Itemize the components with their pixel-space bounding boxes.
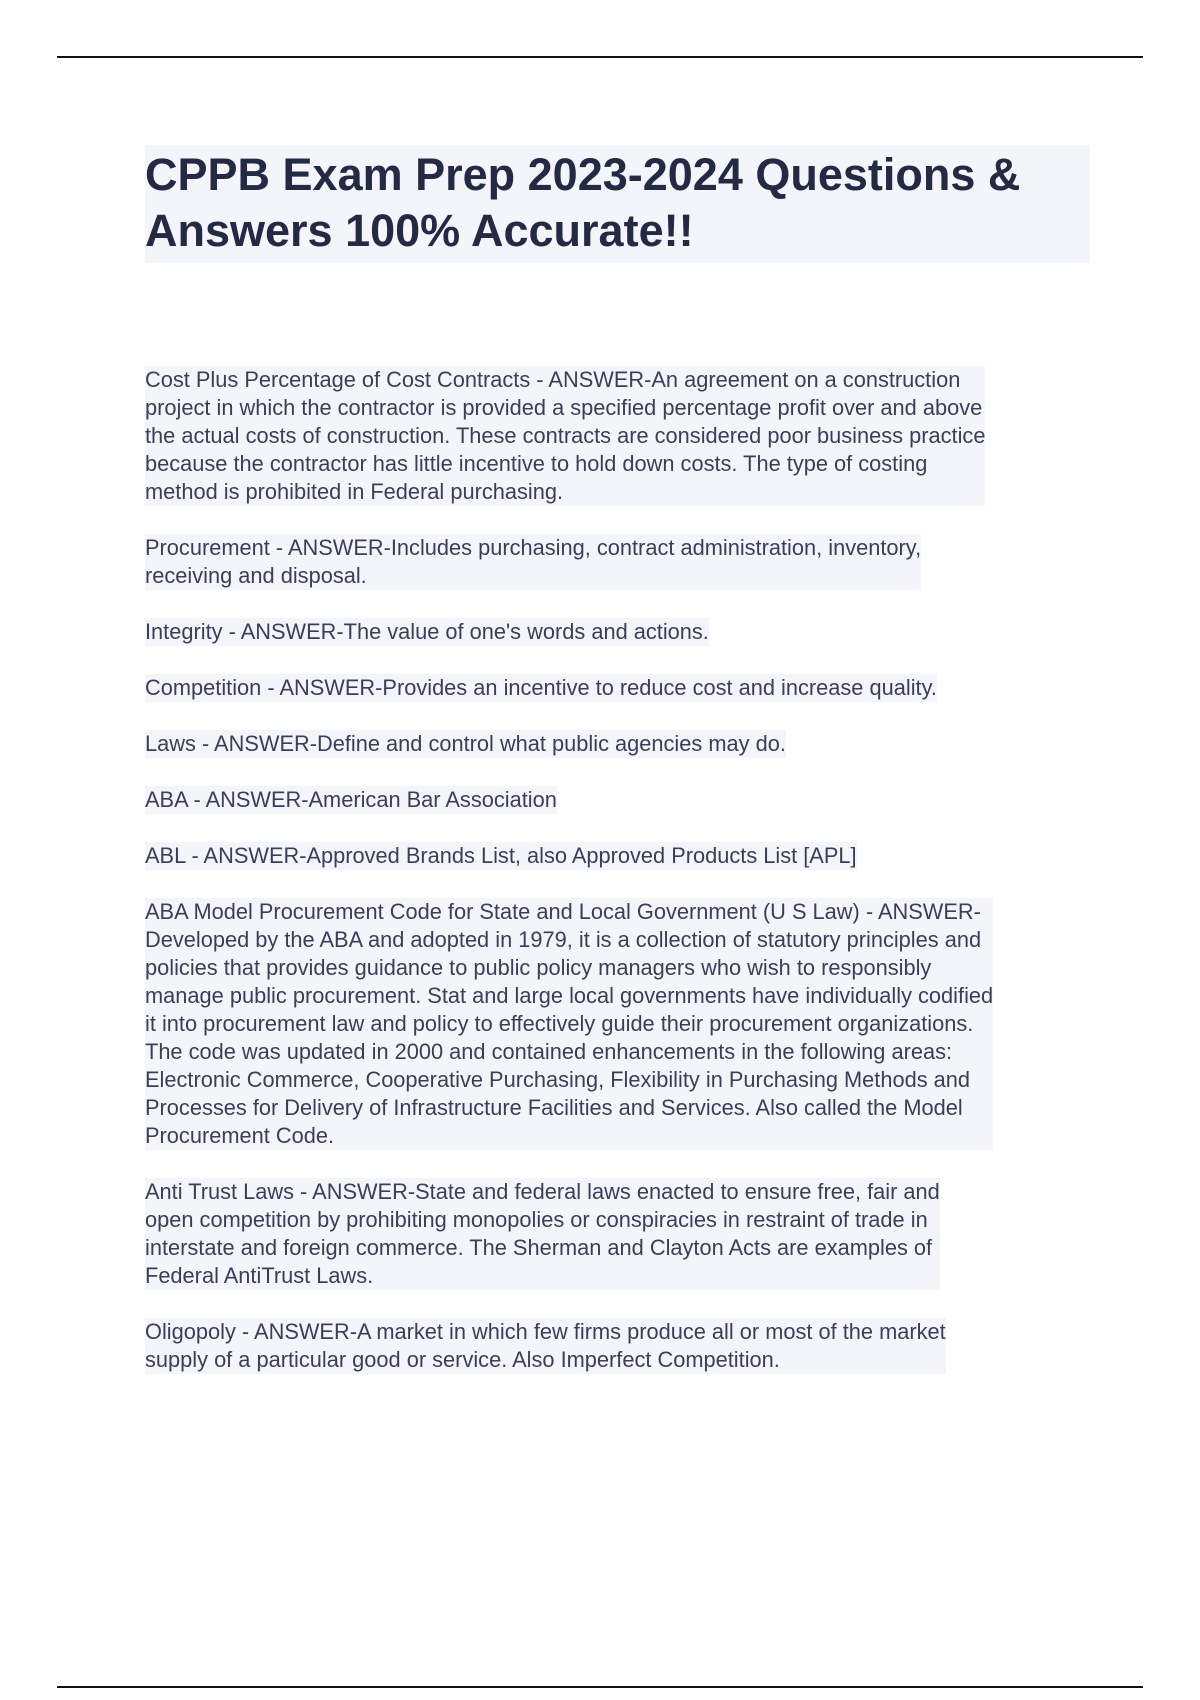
qa-entry-line: Federal AntiTrust Laws.: [145, 1263, 374, 1288]
qa-entry-line: policies that provides guidance to public policy managers who wish to responsibly: [145, 955, 932, 980]
qa-entry: [145, 674, 937, 702]
qa-entry-line: ABA - ANSWER-American Bar Association: [145, 787, 557, 812]
qa-entry-wrapper: [145, 674, 1090, 730]
qa-entry-line: Electronic Commerce, Cooperative Purchasing, Flexibility in Purchasing Methods and: [145, 1067, 971, 1092]
qa-entry: [145, 1318, 946, 1374]
qa-entry-line: because the contractor has little incentive to hold down costs. The type of costing: [145, 451, 928, 476]
qa-entry: [145, 730, 786, 758]
qa-entry-line: interstate and foreign commerce. The Sherman and Clayton Acts are examples of: [145, 1235, 933, 1260]
qa-entry: [145, 534, 921, 590]
qa-entry: [145, 366, 985, 506]
qa-entry-line: Developed by the ABA and adopted in 1979, it is a collection of statutory principles and: [145, 927, 982, 952]
qa-entry-line: Integrity - ANSWER-The value of one's words and actions.: [145, 619, 709, 644]
qa-entry-line: supply of a particular good or service. Also Imperfect Competition.: [145, 1347, 780, 1372]
qa-entry-line: Laws - ANSWER-Define and control what public agencies may do.: [145, 731, 786, 756]
qa-entry: [145, 786, 557, 814]
qa-entry-line: receiving and disposal.: [145, 563, 367, 588]
qa-entry: [145, 1178, 940, 1290]
qa-entry-line: Procurement Code.: [145, 1123, 334, 1148]
qa-entry-line: Procurement - ANSWER-Includes purchasing, contract administration, inventory,: [145, 535, 922, 560]
qa-entry-line: ABA Model Procurement Code for State and Local Government (U S Law) - ANSWER-: [145, 899, 981, 924]
title-line-1: CPPB Exam Prep 2023-2024 Questions &: [145, 149, 1021, 200]
qa-entry: [145, 842, 857, 870]
qa-entry-wrapper: [145, 1318, 1090, 1402]
qa-entry-line: Cost Plus Percentage of Cost Contracts - ANSWER-An agreement on a construction: [145, 367, 961, 392]
bottom-rule: [57, 1686, 1143, 1688]
qa-entry: [145, 898, 993, 1150]
qa-entry-wrapper: [145, 1178, 1090, 1318]
qa-entry-wrapper: [145, 786, 1090, 842]
title-line-2: Answers 100% Accurate!!: [145, 205, 694, 256]
qa-entry-wrapper: [145, 898, 1090, 1178]
qa-entry-line: Anti Trust Laws - ANSWER-State and federal laws enacted to ensure free, fair and: [145, 1179, 940, 1204]
qa-entry-line: Oligopoly - ANSWER-A market in which few firms produce all or most of the market: [145, 1319, 946, 1344]
qa-entry-line: The code was updated in 2000 and contained enhancements in the following areas:: [145, 1039, 953, 1064]
qa-entry-line: ABL - ANSWER-Approved Brands List, also Approved Products List [APL]: [145, 843, 857, 868]
qa-entry-line: Processes for Delivery of Infrastructure Facilities and Services. Also called the Model: [145, 1095, 963, 1120]
qa-entry-line: Competition - ANSWER-Provides an incentive to reduce cost and increase quality.: [145, 675, 937, 700]
qa-entry-wrapper: [145, 366, 1090, 534]
qa-entry-wrapper: [145, 730, 1090, 786]
qa-entry: [145, 618, 709, 646]
qa-entry-line: method is prohibited in Federal purchasing.: [145, 479, 564, 504]
qa-entry-line: the actual costs of construction. These contracts are considered poor business practice: [145, 423, 986, 448]
qa-entry-wrapper: [145, 842, 1090, 898]
qa-entry-line: manage public procurement. Stat and large local governments have individually codified: [145, 983, 994, 1008]
qa-entry-wrapper: [145, 618, 1090, 674]
page-title: [145, 145, 1090, 263]
qa-entry-line: project in which the contractor is provided a specified percentage profit over and above: [145, 395, 983, 420]
qa-list: [145, 366, 1090, 1402]
top-rule: [57, 56, 1143, 58]
qa-entry-line: it into procurement law and policy to effectively guide their procurement organizations.: [145, 1011, 974, 1036]
qa-entry-wrapper: [145, 534, 1090, 618]
qa-entry-line: open competition by prohibiting monopolies or conspiracies in restraint of trade in: [145, 1207, 928, 1232]
